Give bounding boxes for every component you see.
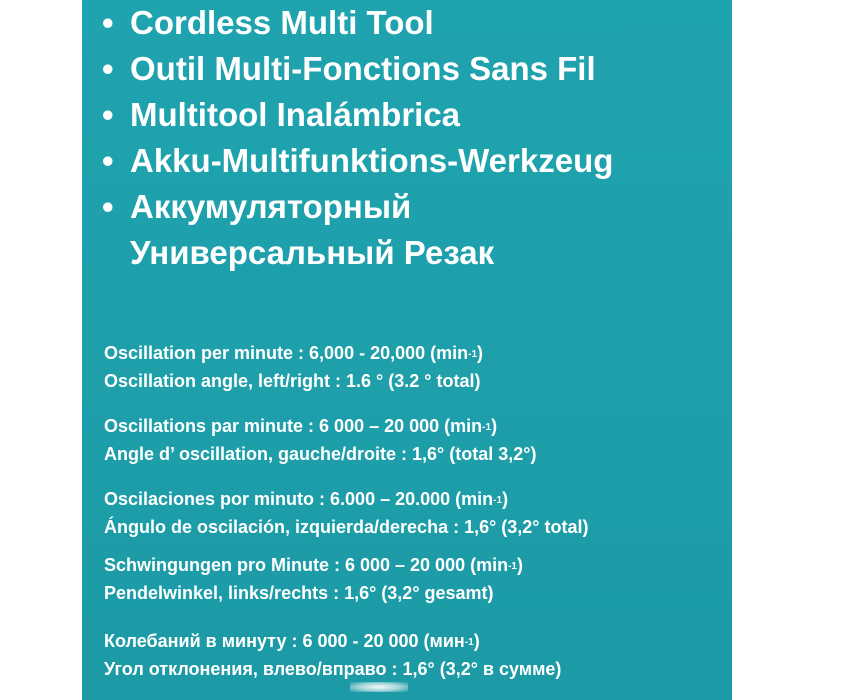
bullet-icon: • [102,4,114,41]
product-name-es [102,92,613,138]
spec-block-es [104,486,589,541]
product-name-list [102,0,613,276]
spec-oscillation-angle: Pendelwinkel, links/rechts : 1,6° (3,2° gesamt) [104,583,494,603]
bullet-icon: • [102,188,114,225]
bullet-icon: • [102,96,114,133]
spec-block-en [104,340,483,395]
spec-oscillation-rate: Oscillations par minute : 6 000 – 20 000 $(\min^{-1})$ [104,416,498,436]
product-name-text: Outil Multi-Fonctions Sans Fil [130,50,596,87]
product-label-panel [82,0,732,700]
spec-block-de [104,552,523,607]
spec-oscillation-rate: Oscillation per minute : 6,000 - 20,000 $(\min^{-1})$ [104,343,484,363]
spec-oscillation-angle: Oscillation angle, left/right : 1.6 ° (3.2 ° total) [104,371,481,391]
spec-block-fr [104,413,536,468]
product-name-text: Akku-Multifunktions-Werkzeug [130,142,614,179]
product-name-text: Аккумуляторный [130,188,412,225]
print-smudge [350,682,408,692]
product-name-text-continued: Универсальный Резак [130,234,495,271]
product-name-ru [102,184,613,276]
spec-oscillation-rate: Колебаний в минуту : 6 000 - 20 000 (мин$^{-1}$) [104,631,480,651]
spec-oscillation-rate: Oscilaciones por minuto : 6.000 – 20.000 $(\min^{-1})$ [104,489,509,509]
spec-block-ru [104,628,561,683]
spec-oscillation-angle: Угол отклонения, влево/вправо : 1,6° (3,2° в сумме) [104,659,562,679]
product-name-text: Cordless Multi Tool [130,4,434,41]
spec-oscillation-angle: Ángulo de oscilación, izquierda/derecha : 1,6° (3,2° total) [104,517,589,537]
product-name-de [102,138,613,184]
bullet-icon: • [102,50,114,87]
product-name-text: Multitool Inalámbrica [130,96,461,133]
bullet-icon: • [102,142,114,179]
product-name-fr [102,46,613,92]
spec-oscillation-angle: Angle d’ oscillation, gauche/droite : 1,6° (total 3,2°) [104,444,537,464]
product-name-en [102,0,613,46]
spec-oscillation-rate: Schwingungen pro Minute : 6 000 – 20 000 $(\min^{-1})$ [104,555,523,575]
